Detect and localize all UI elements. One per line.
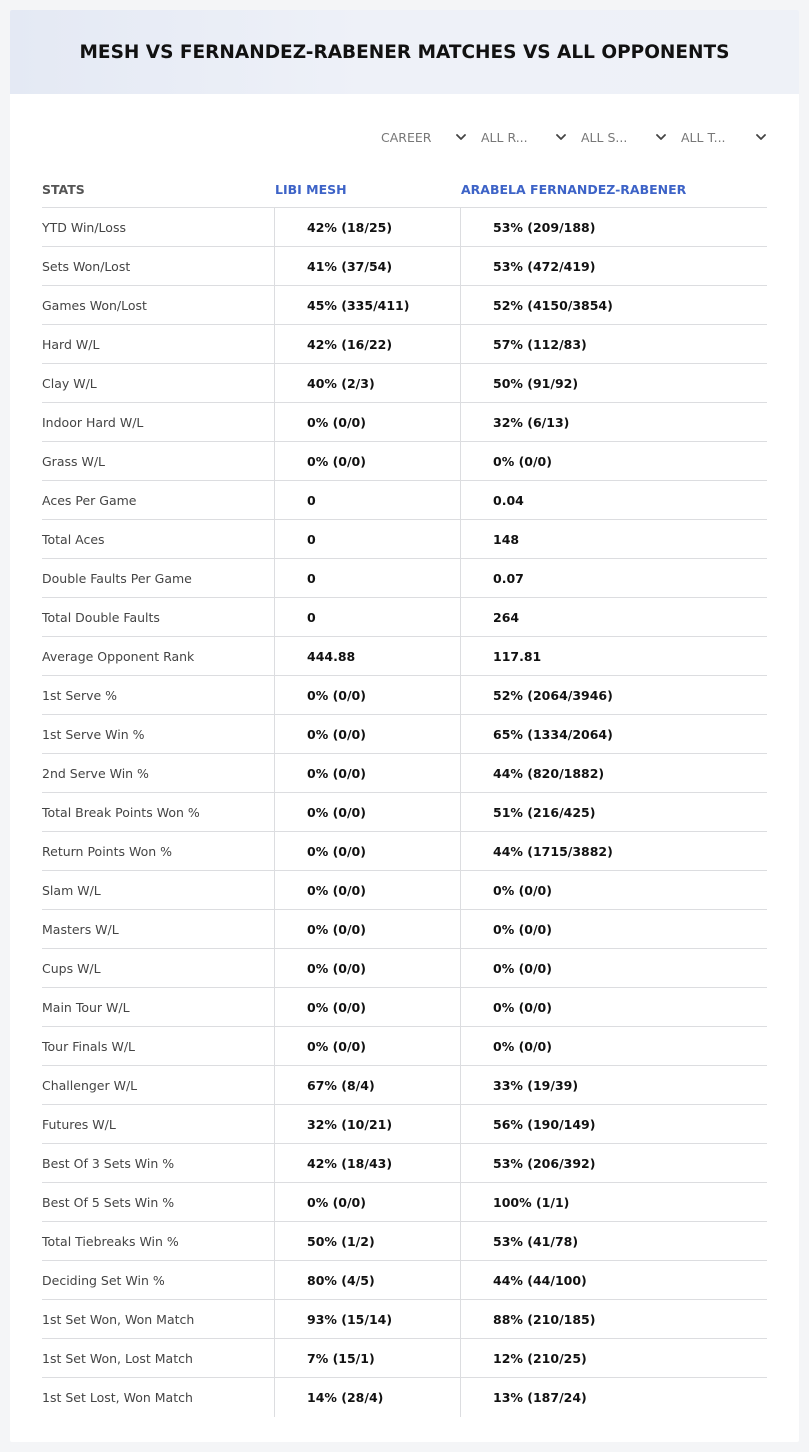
filter-tournament-select[interactable] — [667, 126, 767, 148]
player1-value: 14% (28/4) — [275, 1378, 461, 1417]
player2-link[interactable]: ARABELA FERNANDEZ-RABENER — [461, 182, 687, 197]
player2-value: 33% (19/39) — [493, 1077, 579, 1093]
table-row — [42, 754, 767, 793]
player1-value: 0% (0/0) — [275, 442, 461, 480]
player2-value: 88% (210/185) — [493, 1311, 596, 1327]
player1-value: 41% (37/54) — [275, 247, 461, 285]
player2-value: 57% (112/83) — [493, 336, 587, 352]
table-row — [42, 598, 767, 637]
player1-value: 0% (0/0) — [275, 793, 461, 831]
stat-label: Average Opponent Rank — [42, 637, 275, 675]
table-row — [42, 988, 767, 1027]
page-title: MESH VS FERNANDEZ-RABENER MATCHES VS ALL OPPONENTS — [79, 41, 730, 63]
player1-value: 42% (16/22) — [275, 325, 461, 363]
player2-value: 0% (0/0) — [493, 453, 552, 469]
player1-value: 0% (0/0) — [275, 832, 461, 870]
stat-label: 1st Serve % — [42, 676, 275, 714]
player2-value: 53% (41/78) — [493, 1233, 579, 1249]
table-row — [42, 481, 767, 520]
table-row — [42, 1183, 767, 1222]
player2-value: 100% (1/1) — [493, 1194, 570, 1210]
player2-value: 0% (0/0) — [493, 999, 552, 1015]
stat-label: 2nd Serve Win % — [42, 754, 275, 792]
player2-value: 44% (44/100) — [493, 1272, 587, 1288]
player1-value: 45% (335/411) — [275, 286, 461, 324]
player2-value: 0% (0/0) — [493, 882, 552, 898]
stat-label: Double Faults Per Game — [42, 559, 275, 597]
player2-value: 53% (209/188) — [493, 219, 596, 235]
stat-label: Cups W/L — [42, 949, 275, 987]
player1-value: 0 — [275, 598, 461, 636]
player2-value: 264 — [493, 609, 520, 625]
stat-label: Best Of 3 Sets Win % — [42, 1144, 275, 1182]
player2-value: 53% (206/392) — [493, 1155, 596, 1171]
table-row — [42, 1105, 767, 1144]
player1-value: 0% (0/0) — [275, 871, 461, 909]
player2-value: 0% (0/0) — [493, 921, 552, 937]
player1-value: 0% (0/0) — [275, 676, 461, 714]
filter-surface-select[interactable] — [567, 126, 667, 148]
player2-value: 0.07 — [493, 570, 524, 586]
stat-label: Aces Per Game — [42, 481, 275, 519]
filter-label: ALL R... — [481, 129, 528, 145]
player1-value: 7% (15/1) — [275, 1339, 461, 1377]
player1-value: 32% (10/21) — [275, 1105, 461, 1143]
player2-value: 117.81 — [493, 648, 542, 664]
stat-label: Slam W/L — [42, 871, 275, 909]
table-header — [42, 172, 767, 208]
player1-value: 0% (0/0) — [275, 754, 461, 792]
table-row — [42, 364, 767, 403]
player1-value: 93% (15/14) — [275, 1300, 461, 1338]
player1-value: 67% (8/4) — [275, 1066, 461, 1104]
player1-value: 0% (0/0) — [275, 910, 461, 948]
stat-label: Return Points Won % — [42, 832, 275, 870]
player1-value: 50% (1/2) — [275, 1222, 461, 1260]
filter-label: ALL T... — [681, 129, 726, 145]
chevron-down-icon — [555, 131, 567, 143]
table-row — [42, 247, 767, 286]
player2-value: 51% (216/425) — [493, 804, 596, 820]
player2-value: 32% (6/13) — [493, 414, 570, 430]
player2-value: 0% (0/0) — [493, 960, 552, 976]
player1-value: 0% (0/0) — [275, 949, 461, 987]
stat-label: Futures W/L — [42, 1105, 275, 1143]
table-row — [42, 559, 767, 598]
filter-period-select[interactable] — [367, 126, 467, 148]
stat-label: Main Tour W/L — [42, 988, 275, 1026]
table-row — [42, 1222, 767, 1261]
stat-label: Total Double Faults — [42, 598, 275, 636]
player1-value: 42% (18/43) — [275, 1144, 461, 1182]
stat-label: 1st Set Lost, Won Match — [42, 1378, 275, 1417]
chevron-down-icon — [655, 131, 667, 143]
table-row — [42, 286, 767, 325]
player1-value: 0% (0/0) — [275, 715, 461, 753]
stat-label: 1st Set Won, Lost Match — [42, 1339, 275, 1377]
stat-label: Total Break Points Won % — [42, 793, 275, 831]
player1-link[interactable]: LIBI MESH — [275, 182, 347, 197]
player1-value: 0% (0/0) — [275, 1183, 461, 1221]
stat-label: Total Tiebreaks Win % — [42, 1222, 275, 1260]
player2-value: 44% (820/1882) — [493, 765, 605, 781]
player1-value: 0% (0/0) — [275, 988, 461, 1026]
table-row — [42, 676, 767, 715]
player2-value: 148 — [493, 531, 520, 547]
player2-value: 0.04 — [493, 492, 524, 508]
stat-label: 1st Set Won, Won Match — [42, 1300, 275, 1338]
table-row — [42, 715, 767, 754]
player1-value: 0 — [275, 520, 461, 558]
player1-value: 80% (4/5) — [275, 1261, 461, 1299]
table-body — [42, 208, 767, 1417]
chevron-down-icon — [755, 131, 767, 143]
table-row — [42, 1027, 767, 1066]
player2-value: 13% (187/24) — [493, 1390, 587, 1405]
table-row — [42, 1261, 767, 1300]
player2-value: 52% (4150/3854) — [493, 297, 613, 313]
filter-bar — [367, 126, 767, 148]
player1-value: 42% (18/25) — [275, 208, 461, 246]
player1-value: 0 — [275, 559, 461, 597]
stat-label: YTD Win/Loss — [42, 208, 275, 246]
chevron-down-icon — [455, 131, 467, 143]
table-row — [42, 832, 767, 871]
stat-label: Clay W/L — [42, 364, 275, 402]
column-header-stats: STATS — [42, 182, 85, 197]
stat-label: Total Aces — [42, 520, 275, 558]
table-row — [42, 793, 767, 832]
player1-value: 0% (0/0) — [275, 403, 461, 441]
table-row — [42, 637, 767, 676]
page-header — [10, 10, 799, 94]
table-row — [42, 1066, 767, 1105]
player1-value: 0% (0/0) — [275, 1027, 461, 1065]
table-row — [42, 442, 767, 481]
stat-label: Masters W/L — [42, 910, 275, 948]
stat-label: Games Won/Lost — [42, 286, 275, 324]
table-row — [42, 403, 767, 442]
table-row — [42, 910, 767, 949]
player1-value: 444.88 — [275, 637, 461, 675]
player1-value: 40% (2/3) — [275, 364, 461, 402]
filter-label: ALL S... — [581, 129, 628, 145]
stat-label: Challenger W/L — [42, 1066, 275, 1104]
table-row — [42, 871, 767, 910]
table-row — [42, 208, 767, 247]
stats-table — [42, 172, 767, 1417]
filter-label: CAREER — [381, 129, 432, 145]
table-row — [42, 1144, 767, 1183]
player2-value: 50% (91/92) — [493, 375, 579, 391]
stat-label: Tour Finals W/L — [42, 1027, 275, 1065]
stat-label: Best Of 5 Sets Win % — [42, 1183, 275, 1221]
stats-card — [10, 10, 799, 1442]
filter-round-select[interactable] — [467, 126, 567, 148]
table-row — [42, 520, 767, 559]
player2-value: 56% (190/149) — [493, 1116, 596, 1132]
player2-value: 52% (2064/3946) — [493, 687, 613, 703]
stat-label: 1st Serve Win % — [42, 715, 275, 753]
player2-value: 12% (210/25) — [493, 1350, 587, 1366]
stat-label: Grass W/L — [42, 442, 275, 480]
stat-label: Indoor Hard W/L — [42, 403, 275, 441]
player2-value: 44% (1715/3882) — [493, 843, 613, 859]
stat-label: Hard W/L — [42, 325, 275, 363]
player2-value: 0% (0/0) — [493, 1038, 552, 1054]
table-row — [42, 1378, 767, 1417]
player1-value: 0 — [275, 481, 461, 519]
table-row — [42, 1300, 767, 1339]
player2-value: 65% (1334/2064) — [493, 726, 613, 742]
player2-value: 53% (472/419) — [493, 258, 596, 274]
table-row — [42, 325, 767, 364]
stat-label: Deciding Set Win % — [42, 1261, 275, 1299]
stat-label: Sets Won/Lost — [42, 247, 275, 285]
table-row — [42, 949, 767, 988]
table-row — [42, 1339, 767, 1378]
